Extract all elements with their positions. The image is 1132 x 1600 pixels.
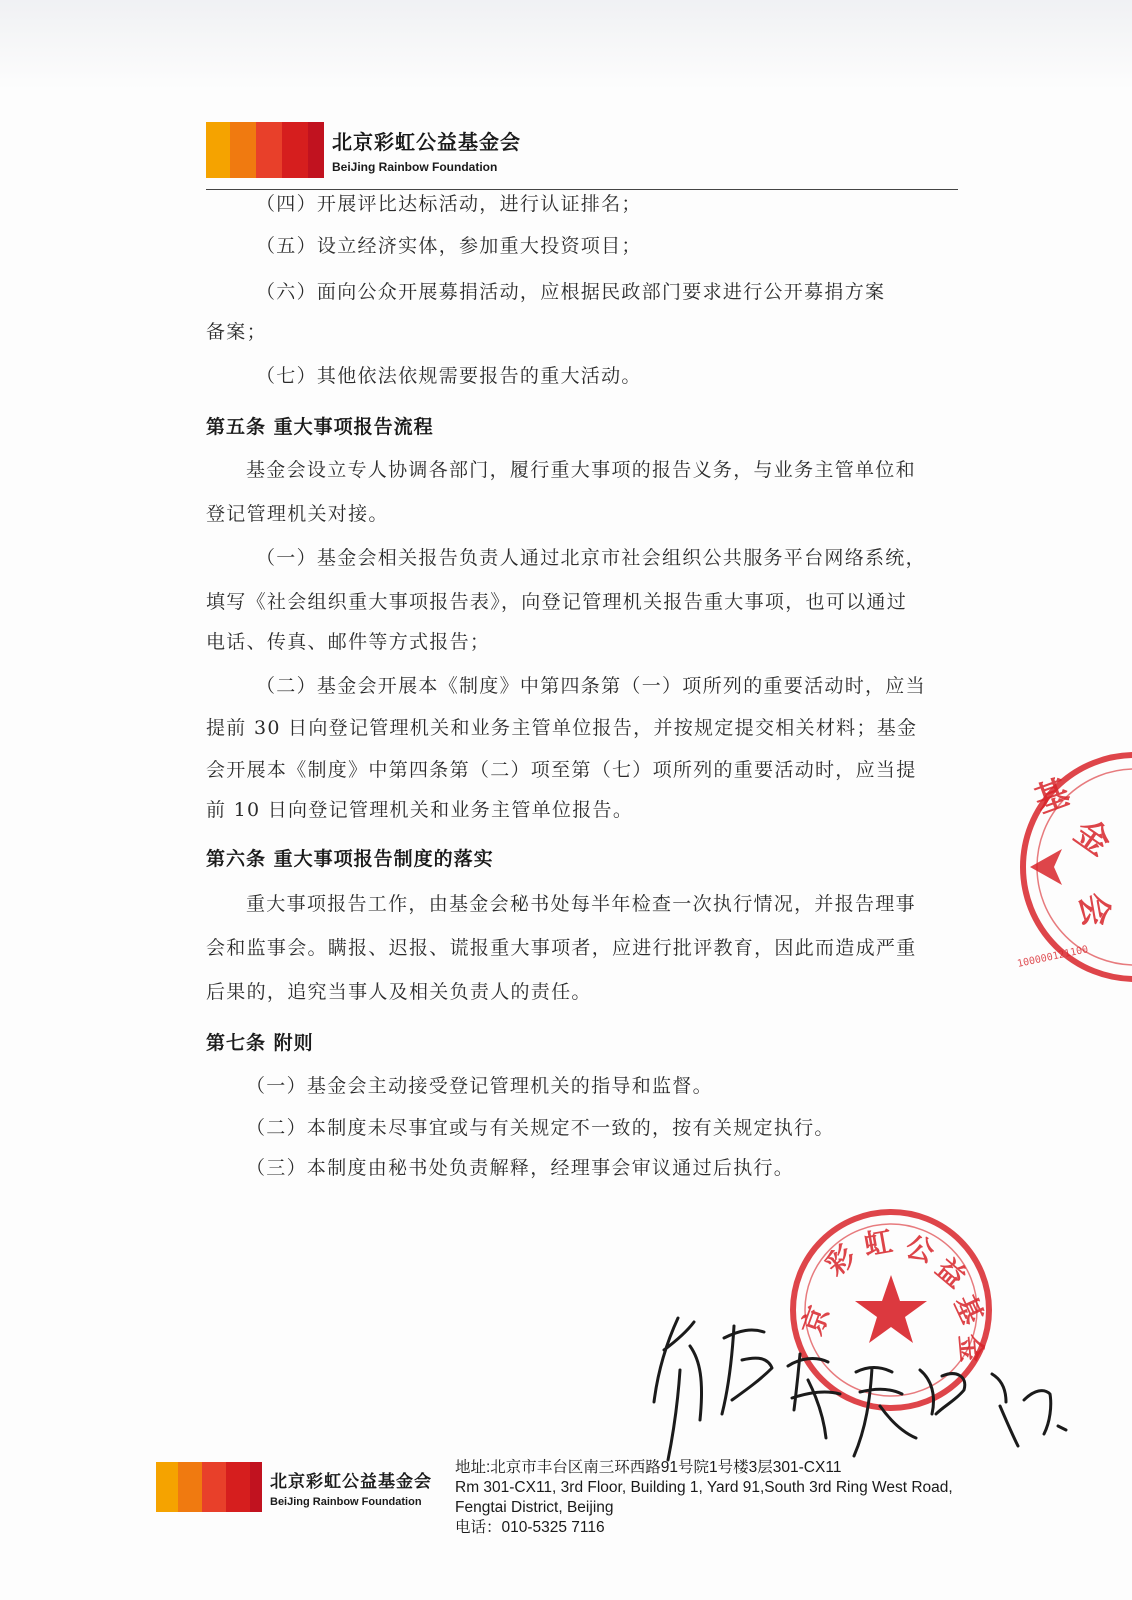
- svg-text:100000121100: 100000121100: [1016, 944, 1090, 970]
- article6-line2: 会和监事会。瞒报、迟报、谎报重大事项者，应进行批评教育，因此而造成严重: [206, 937, 917, 959]
- logo-color-bars: [206, 122, 324, 178]
- svg-text:公: 公: [902, 1229, 938, 1270]
- article5-item2-line4: 前 10 日向登记管理机关和业务主管单位报告。: [206, 799, 634, 821]
- article5-item1-line1: （一）基金会相关报告负责人通过北京市社会组织公共服务平台网络系统，: [256, 547, 926, 569]
- svg-text:基: 基: [1029, 772, 1076, 822]
- article5-item2-line3: 会开展本《制度》中第四条第（二）项至第（七）项所列的重要活动时，应当提: [206, 759, 917, 781]
- item-7: （七）其他依法依规需要报告的重大活动。: [256, 365, 642, 387]
- footer-address-cn: 地址:北京市丰台区南三环西路91号院1号楼3层301-CX11: [455, 1459, 842, 1476]
- article7-item3: （三）本制度由秘书处负责解释，经理事会审议通过后执行。: [246, 1157, 795, 1179]
- header-org-name-en: BeiJing Rainbow Foundation: [332, 160, 498, 174]
- scan-smudge: [0, 0, 1132, 90]
- article5-item1-line3: 电话、传真、邮件等方式报告；: [206, 631, 491, 653]
- svg-text:基: 基: [947, 1290, 990, 1330]
- svg-text:彩: 彩: [819, 1239, 862, 1283]
- article5-intro-line1: 基金会设立专人协调各部门，履行重大事项的报告义务，与业务主管单位和: [246, 459, 916, 481]
- header-logo: [206, 122, 521, 178]
- article6-heading: 第六条 重大事项报告制度的落实: [206, 848, 494, 870]
- item-4: （四）开展评比达标活动，进行认证排名；: [256, 193, 642, 215]
- footer-org-name-en: BeiJing Rainbow Foundation: [270, 1495, 422, 1508]
- footer-address: [455, 1458, 953, 1538]
- footer-logo: [156, 1462, 432, 1512]
- article6-line3: 后果的，追究当事人及相关负责人的责任。: [206, 981, 592, 1003]
- article7-item1: （一）基金会主动接受登记管理机关的指导和监督。: [246, 1075, 713, 1097]
- svg-text:益: 益: [929, 1251, 973, 1295]
- svg-text:虹: 虹: [861, 1224, 895, 1262]
- footer-address-en-line2: Fengtai District, Beijing: [455, 1499, 614, 1516]
- article5-heading: 第五条 重大事项报告流程: [206, 416, 434, 438]
- article7-item2: （二）本制度未尽事宜或与有关规定不一致的，按有关规定执行。: [246, 1117, 835, 1139]
- handwritten-signature-icon: [640, 1310, 1080, 1470]
- article5-item1-line2: 填写《社会组织重大事项报告表》，向登记管理机关报告重大事项，也可以通过: [206, 591, 908, 613]
- article5-item2-line1: （二）基金会开展本《制度》中第四条第（一）项所列的重要活动时，应当: [256, 675, 926, 697]
- svg-text:京: 京: [795, 1301, 837, 1340]
- item-5: （五）设立经济实体，参加重大投资项目；: [256, 235, 642, 257]
- footer-address-en-line1: Rm 301-CX11, 3rd Floor, Building 1, Yard 91,South 3rd Ring West Road,: [455, 1479, 953, 1496]
- svg-text:金: 金: [953, 1332, 989, 1364]
- article5-intro-line2: 登记管理机关对接。: [206, 503, 389, 525]
- footer-org-name-cn: 北京彩虹公益基金会: [270, 1471, 432, 1492]
- item-6-line1: （六）面向公众开展募捐活动，应根据民政部门要求进行公开募捐方案: [256, 281, 886, 303]
- svg-text:金: 金: [1066, 811, 1118, 864]
- article6-line1: 重大事项报告工作，由基金会秘书处每半年检查一次执行情况，并报告理事: [246, 893, 916, 915]
- article5-item2-line2: 提前 30 日向登记管理机关和业务主管单位报告，并按规定提交相关材料；基金: [206, 717, 918, 739]
- item-6-line2: 备案；: [206, 321, 267, 343]
- article7-heading: 第七条 附则: [206, 1032, 314, 1054]
- footer-logo-color-bars: [156, 1462, 262, 1512]
- header-org-name-cn: 北京彩虹公益基金会: [332, 130, 521, 154]
- svg-text:会: 会: [1071, 889, 1117, 931]
- partial-seal-icon: [1010, 745, 1132, 995]
- footer-phone: 电话：010-5325 7116: [455, 1519, 605, 1536]
